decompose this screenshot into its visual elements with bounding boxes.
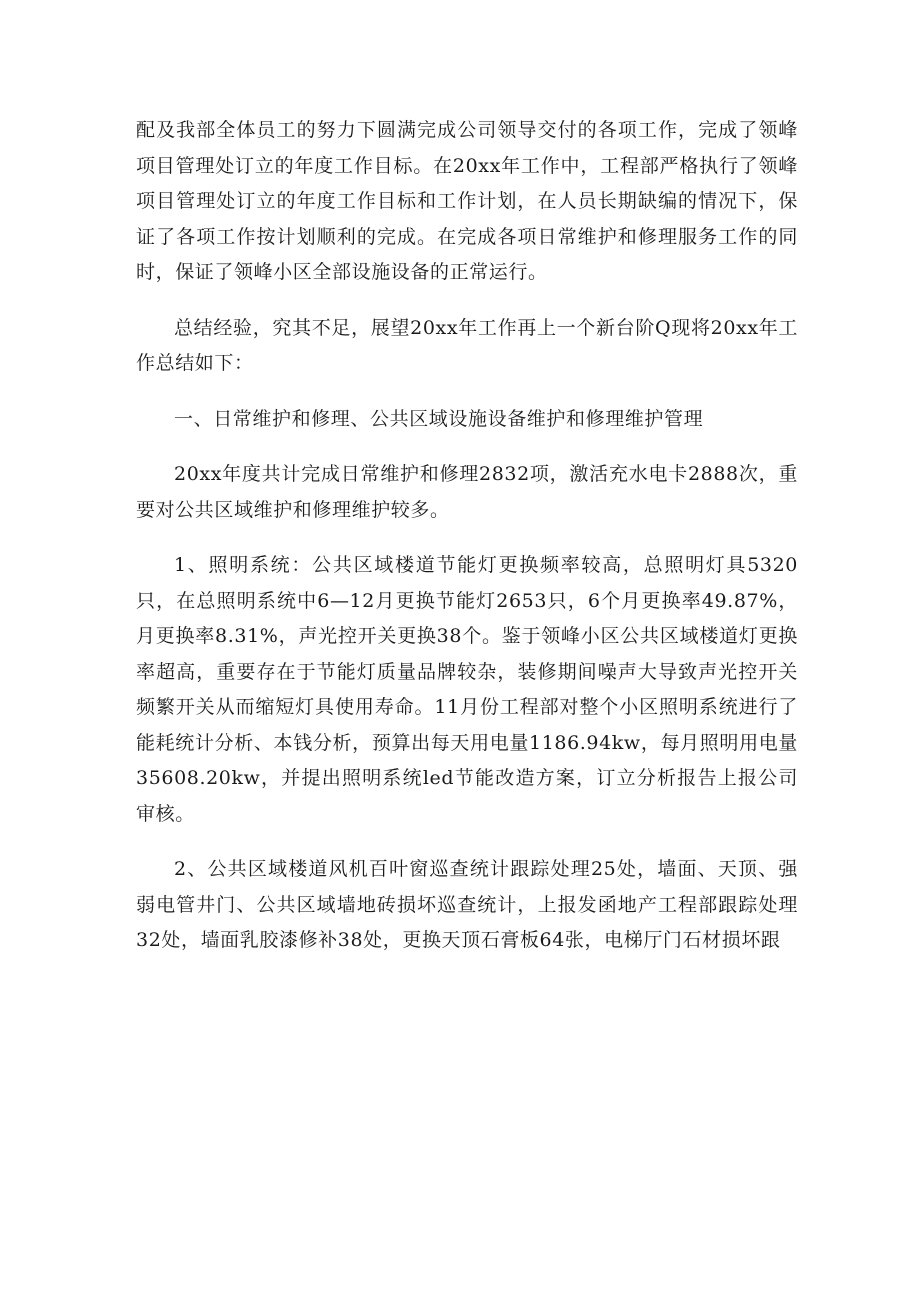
paragraph-intro: 配及我部全体员工的努力下圆满完成公司领导交付的各项工作，完成了领峰项目管理处订立的年度工作目标。在20xx年工作中，工程部严格执行了领峰项目管理处订立的年度工作目标和工作计划，在人员长期缺编的情况下，保证了各项工作按计划顺利的完成。在完成各项日常维护和修理服务工作的同时，保证了领峰小区全部设施设备的正常运行。: [136, 119, 798, 283]
paragraph-public-area: 2、公共区域楼道风机百叶窗巡查统计跟踪处理25处，墙面、天顶、强弱电管井门、公共区域墙地砖损坏巡查统计，上报发函地产工程部跟踪处理32处，墙面乳胶漆修补38处，更换天顶石膏板64张，电梯厅门石材损坏跟: [136, 858, 798, 951]
document-page: [136, 113, 798, 979]
section-heading-1: 一、日常维护和修理、公共区域设施设备维护和修理维护管理: [174, 407, 704, 430]
paragraph-summary: 总结经验，究其不足，展望20xx年工作再上一个新台阶Q现将20xx年工作总结如下：: [136, 316, 798, 374]
paragraph-annual-total: 20xx年度共计完成日常维护和修理2832项，激活充水电卡2888次，重要对公共区域维护和修理维护较多。: [136, 463, 798, 521]
paragraph-lighting-system: 1、照明系统：公共区域楼道节能灯更换频率较高，总照明灯具5320只，在总照明系统中6—12月更换节能灯2653只，6个月更换率49.87%，月更换率8.31%，声光控开关更换38个。鉴于领峰小区公共区域楼道灯更换率超高，重要存在于节能灯质量品牌较杂，装修期间噪声大导致声光控开关频繁开关从而缩短灯具使用寿命。11月份工程部对整个小区照明系统进行了能耗统计分析、本钱分析，预算出每天用电量1186.94kw，每月照明用电量35608.20kw，并提出照明系统led节能改造方案，订立分析报告上报公司审核。: [136, 554, 798, 825]
